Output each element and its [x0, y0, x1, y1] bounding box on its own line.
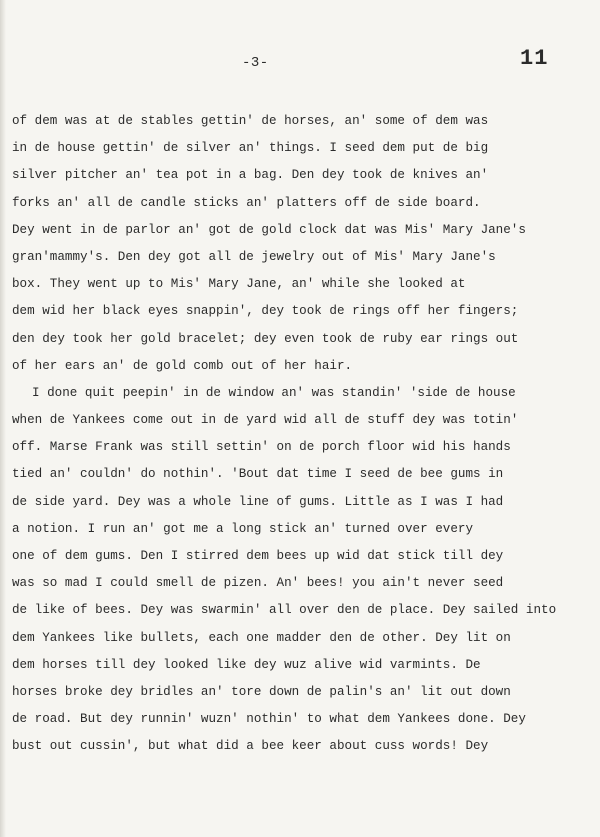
text-line: a notion. I run an' got me a long stick an' turned over every	[12, 521, 474, 536]
text-line: de road. But dey runnin' wuzn' nothin' to what dem Yankees done. Dey	[12, 712, 526, 727]
text-line: box. They went up to Mis' Mary Jane, an' while she looked at	[12, 277, 466, 292]
binder-edge	[0, 0, 6, 837]
stamped-page-number: 11	[520, 46, 549, 71]
text-line: was so mad I could smell de pizen. An' bees! you ain't never seed	[12, 576, 504, 591]
text-line: I done quit peepin' in de window an' was standin' 'side de house	[32, 385, 516, 400]
text-line: silver pitcher an' tea pot in a bag. Den dey took de knives an'	[12, 168, 489, 183]
text-line: den dey took her gold bracelet; dey even took de ruby ear rings out	[12, 331, 519, 346]
text-line: de side yard. Dey was a whole line of gums. Little as I was I had	[12, 494, 504, 509]
text-line: when de Yankees come out in de yard wid all de stuff dey was totin'	[12, 413, 519, 428]
text-line: horses broke dey bridles an' tore down de palin's an' lit out down	[12, 684, 511, 699]
text-line: one of dem gums. Den I stirred dem bees up wid dat stick till dey	[12, 549, 504, 563]
typed-page-number: -3-	[242, 55, 269, 71]
text-line: tied an' couldn' do nothin'. 'Bout dat time I seed de bee gums in	[12, 467, 504, 482]
text-line: forks an' all de candle sticks an' platters off de side board.	[12, 195, 481, 210]
text-line: Dey went in de parlor an' got de gold clock dat was Mis' Mary Jane's	[12, 222, 526, 237]
text-line: in de house gettin' de silver an' things. I seed dem put de big	[12, 141, 489, 156]
text-line: off. Marse Frank was still settin' on de porch floor wid his hands	[12, 440, 511, 455]
text-line: dem Yankees like bullets, each one madder den de other. Dey lit on	[12, 630, 511, 645]
text-line: bust out cussin', but what did a bee keer about cuss words! Dey	[12, 739, 489, 754]
text-line: dem horses till dey looked like dey wuz alive wid varmints. De	[12, 657, 481, 672]
transcript-body	[12, 108, 587, 761]
text-line: of dem was at de stables gettin' de horses, an' some of dem was	[12, 114, 489, 128]
text-line: de like of bees. Dey was swarmin' all over den de place. Dey sailed into	[12, 603, 557, 618]
text-line: dem wid her black eyes snappin', dey took de rings off her fingers;	[12, 304, 519, 319]
text-line: of her ears an' de gold comb out of her hair.	[12, 358, 353, 373]
text-line: gran'mammy's. Den dey got all de jewelry out of Mis' Mary Jane's	[12, 249, 496, 264]
